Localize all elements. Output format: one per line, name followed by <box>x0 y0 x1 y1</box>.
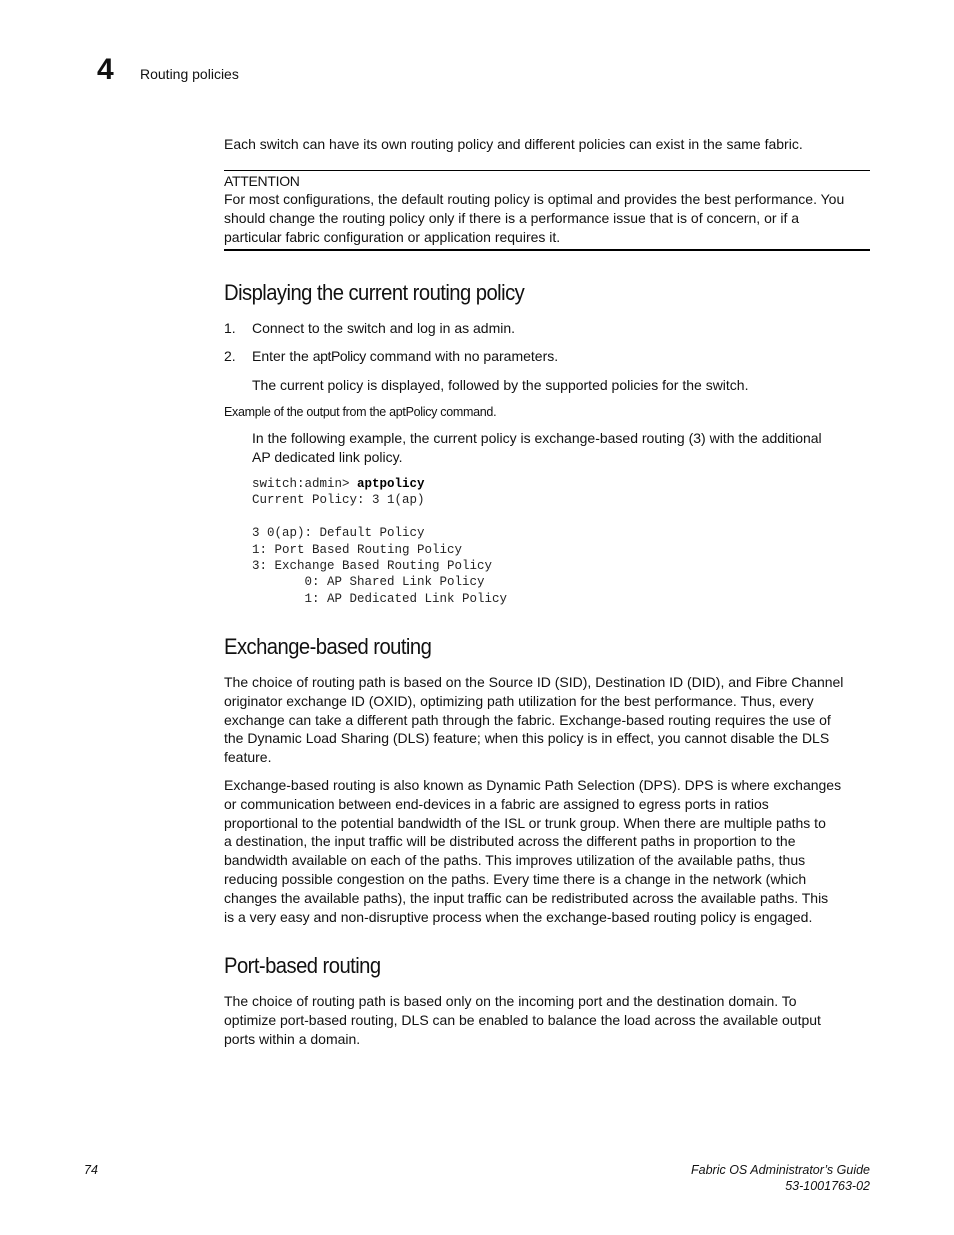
paragraph-line: reducing possible congestion on the paths. Every time there is a change in the network (which <box>224 870 807 887</box>
paragraph-line: ports within a domain. <box>224 1030 361 1047</box>
chapter-title: Routing policies <box>140 66 239 82</box>
port-paragraph <box>224 992 870 1048</box>
attention-top-rule <box>224 170 870 171</box>
paragraph-line: exchange can take a different path through the fabric. Exchange-based routing requires the use of <box>224 711 831 728</box>
paragraph-line: The choice of routing path is based on the Source ID (SID), Destination ID (DID), and Fibre Channel <box>224 674 844 690</box>
doc-title: Fabric OS Administrator’s Guide <box>691 1163 870 1177</box>
step-number: 2. <box>224 348 236 364</box>
paragraph-line: a destination, the input traffic will be distributed across the different paths in proportion to the <box>224 833 796 850</box>
paragraph-line: proportional to the potential bandwidth of the ISL or trunk group. When there are multiple paths to <box>224 814 826 831</box>
step-text: Connect to the switch and log in as admin. <box>252 320 516 336</box>
paragraph-line: The choice of routing path is based only on the incoming port and the destination domain. To <box>224 993 797 1009</box>
code-prompt: switch:admin> <box>252 477 358 491</box>
code-command: aptpolicy <box>357 477 425 491</box>
paragraph-line: bandwidth available on each of the paths. This improves utilization of the available paths, thus <box>224 852 806 869</box>
paragraph-line: or communication between end-devices in a fabric are assigned to egress ports in ratios <box>224 795 769 812</box>
paragraph-line: Exchange-based routing is also known as Dynamic Path Selection (DPS). DPS is where exchanges <box>224 777 842 793</box>
example-line: In the following example, the current policy is exchange-based routing (3) with the additional <box>252 430 822 446</box>
code-line: 1: Port Based Routing Policy <box>252 542 463 557</box>
example-description <box>252 429 870 467</box>
example-label: Example of the output from the aptPolicy command. <box>224 405 497 419</box>
attention-text <box>224 190 870 246</box>
attention-bottom-rule <box>224 249 870 251</box>
step-number: 1. <box>224 320 236 336</box>
section-heading-port: Port-based routing <box>224 953 381 978</box>
step-result: The current policy is displayed, followed by the supported policies for the switch. <box>252 377 749 393</box>
page-number: 74 <box>84 1163 98 1177</box>
paragraph-line: originator exchange ID (OXID), optimizing path utilization for the best performance. Thus, every <box>224 692 814 709</box>
code-line: Current Policy: 3 1(ap) <box>252 493 425 508</box>
exchange-paragraph-1 <box>224 673 870 767</box>
code-block <box>252 476 507 607</box>
paragraph-line: feature. <box>224 749 272 766</box>
paragraph-line: changes the available paths), the input traffic can be redistributed across the available paths. This <box>224 889 829 906</box>
code-prompt-line <box>252 476 507 492</box>
intro-paragraph: Each switch can have its own routing policy and different policies can exist in the same fabric. <box>224 136 803 152</box>
example-line: AP dedicated link policy. <box>252 448 403 465</box>
section-heading-displaying: Displaying the current routing policy <box>224 280 525 305</box>
paragraph-line: optimize port-based routing, DLS can be enabled to balance the load across the available output <box>224 1011 821 1028</box>
code-line <box>252 509 507 525</box>
step-text-post: command with no parameters. <box>365 348 559 364</box>
chapter-number: 4 <box>97 53 114 86</box>
code-line: 1: AP Dedicated Link Policy <box>252 591 508 606</box>
doc-number: 53-1001763-02 <box>785 1179 870 1193</box>
attention-label: ATTENTION <box>224 173 300 189</box>
attention-line: For most configurations, the default routing policy is optimal and provides the best performance. You <box>224 191 845 207</box>
command-name: aptPolicy <box>312 348 366 364</box>
paragraph-line: is a very easy and non-disruptive process when the exchange-based routing policy is engaged. <box>224 908 813 925</box>
exchange-paragraph-2 <box>224 776 870 926</box>
code-line: 0: AP Shared Link Policy <box>252 575 485 590</box>
step-text-pre: Enter the <box>252 348 313 364</box>
code-line: 3: Exchange Based Routing Policy <box>252 559 493 574</box>
paragraph-line: the Dynamic Load Sharing (DLS) feature; when this policy is in effect, you cannot disable the DLS <box>224 730 830 747</box>
step-text <box>252 347 558 366</box>
section-heading-exchange: Exchange-based routing <box>224 634 432 659</box>
attention-line: particular fabric configuration or application requires it. <box>224 228 561 245</box>
code-line: 3 0(ap): Default Policy <box>252 526 425 541</box>
attention-line: should change the routing policy only if there is a performance issue that is of concern, or if a <box>224 209 800 226</box>
